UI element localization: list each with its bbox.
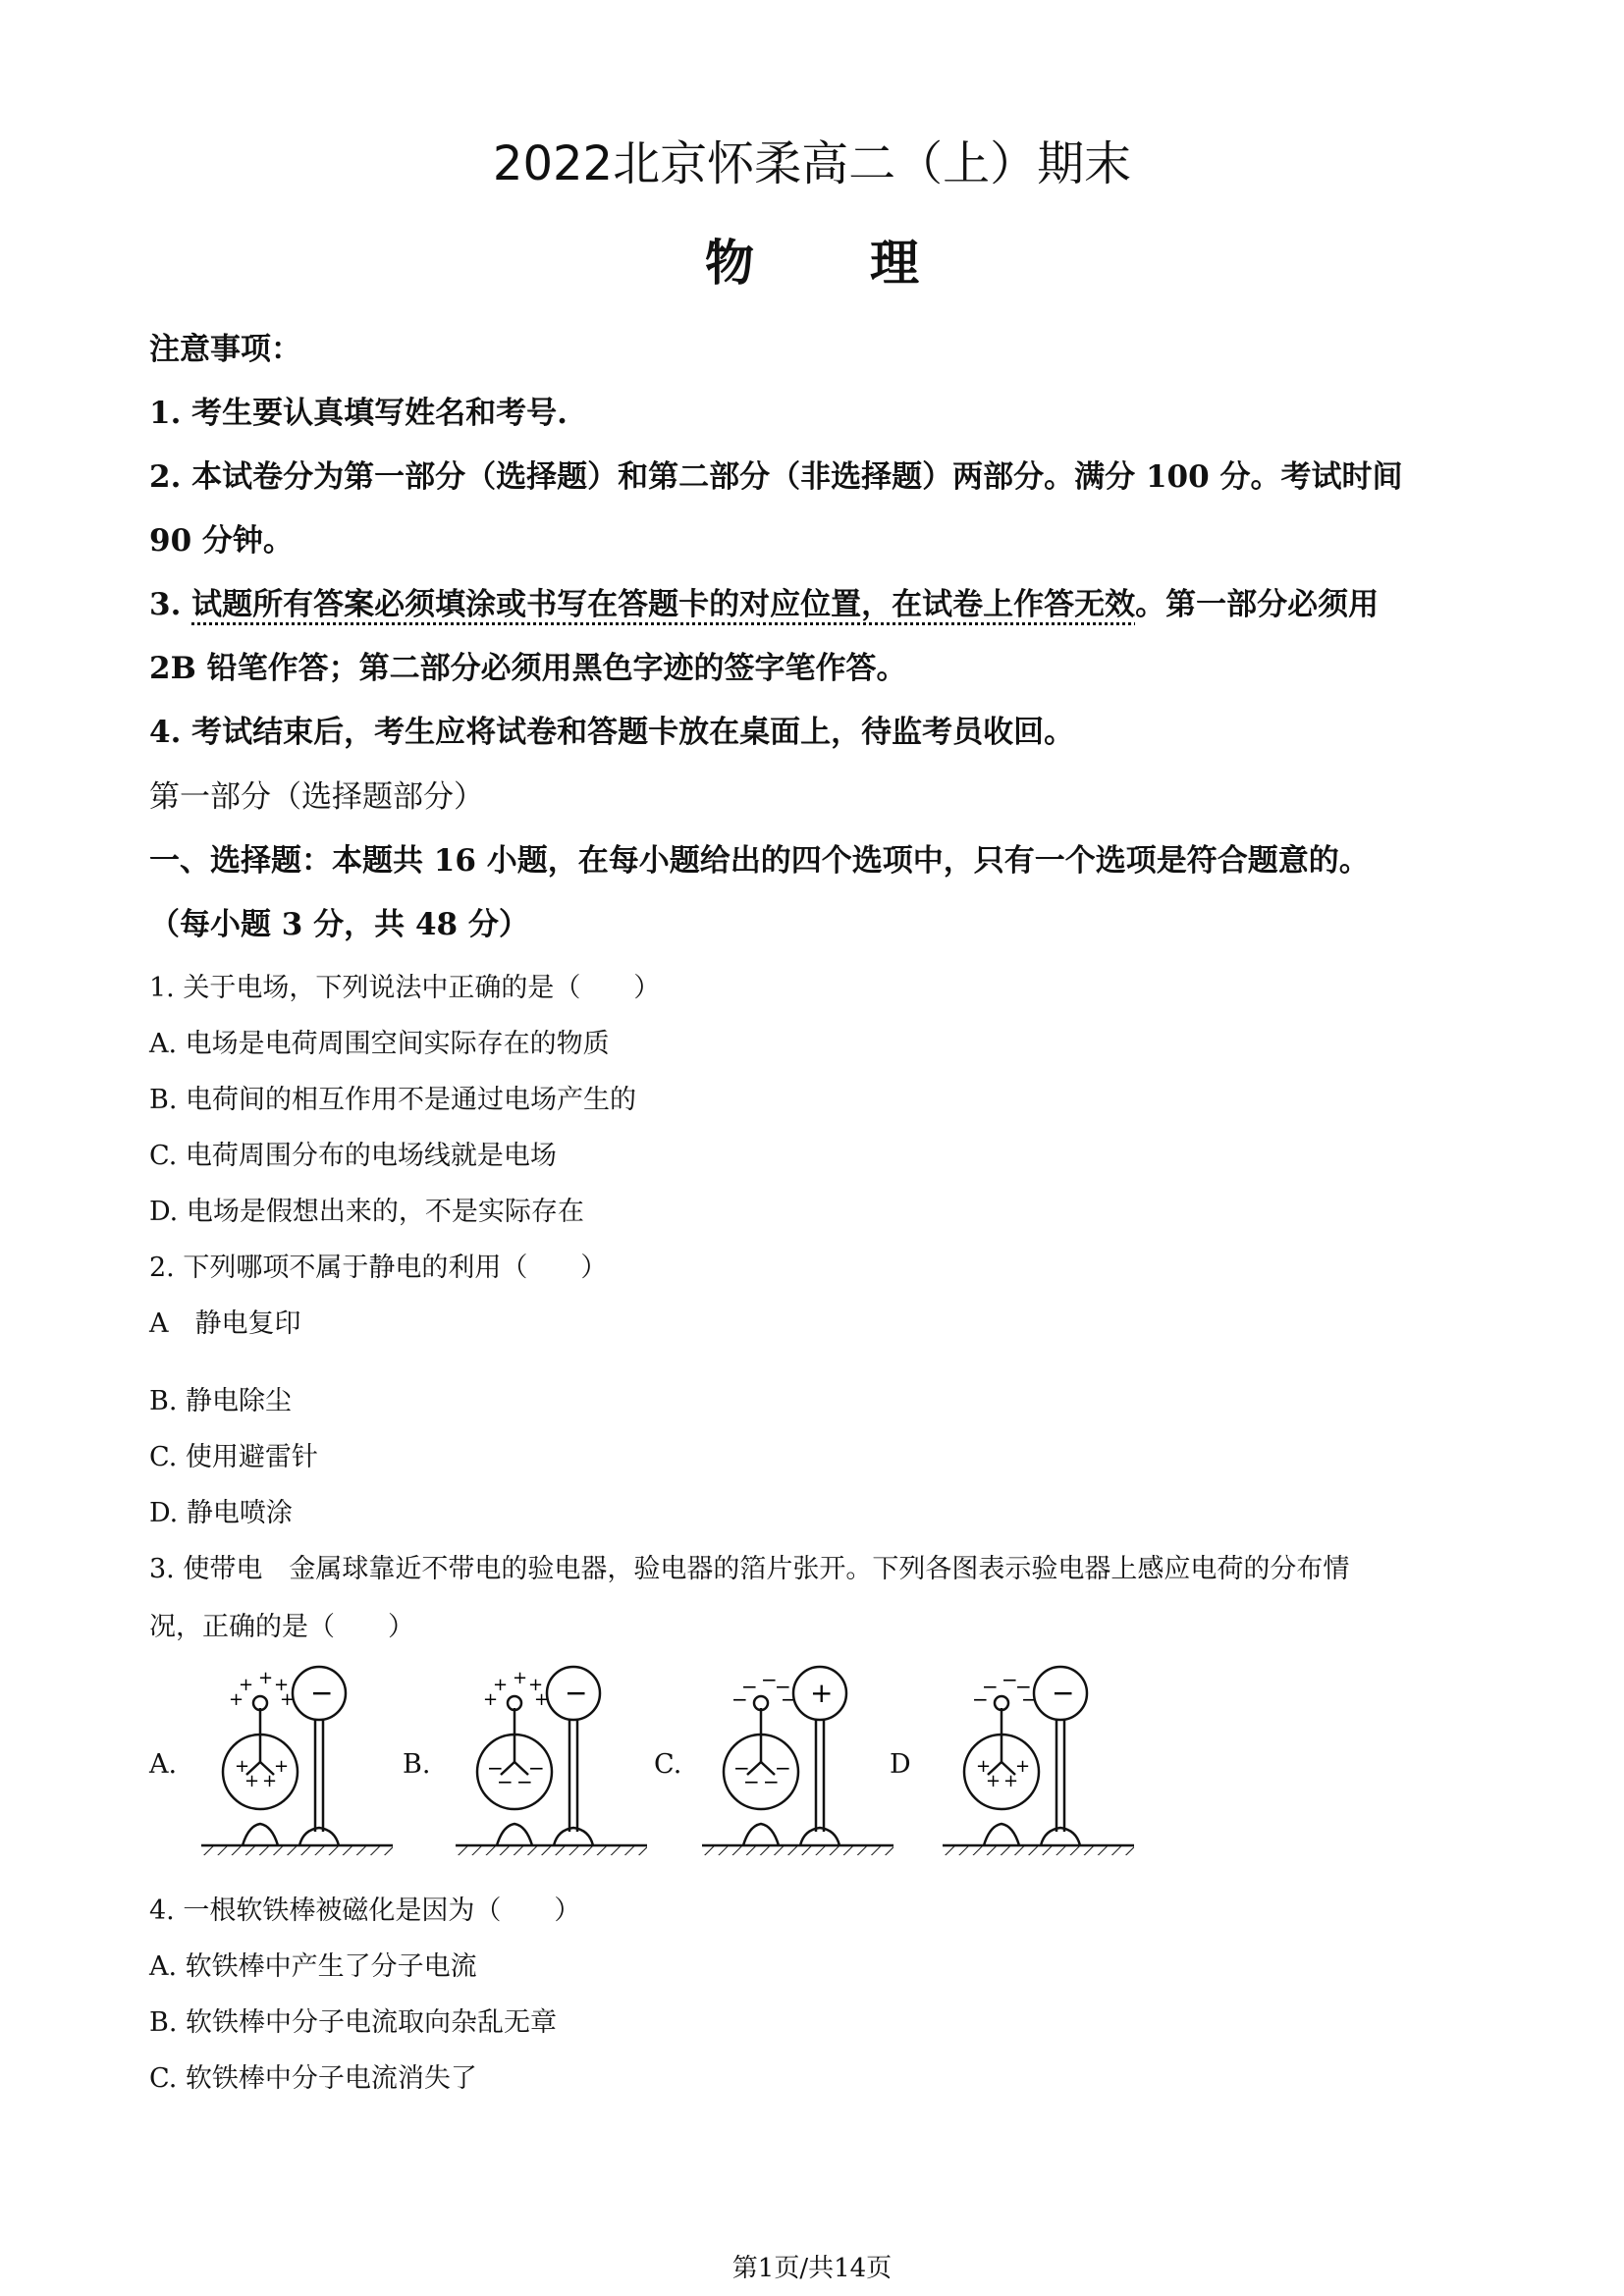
q1-option-d: D. 电场是假想出来的，不是实际存在 — [149, 1197, 584, 1227]
q2-option-a: A 静电复印 — [149, 1308, 301, 1339]
q2-option-d: D. 静电喷涂 — [149, 1498, 293, 1528]
svg-text:+: + — [1003, 1771, 1019, 1791]
svg-text:−: − — [775, 1756, 791, 1780]
q3-figures — [0, 1649, 1624, 1865]
q2-option-c: C. 使用避雷针 — [149, 1442, 318, 1472]
q1-stem: 1. 关于电场，下列说法中正确的是（ ） — [149, 973, 661, 1003]
svg-text:−: − — [775, 1675, 791, 1698]
svg-text:−: − — [743, 1770, 760, 1793]
q3-figure-label-a: A. — [149, 1749, 178, 1780]
q1-option-c: C. 电荷周围分布的电场线就是电场 — [149, 1141, 557, 1171]
svg-text:−: − — [1015, 1675, 1032, 1698]
part1-heading: 第一部分（选择题部分） — [149, 779, 484, 815]
q3-figure-label-c: C. — [654, 1749, 682, 1780]
svg-text:+: + — [244, 1771, 260, 1791]
notice-item-3-suffix: 。第一部分必须用 — [1135, 587, 1380, 622]
q3-figure-label-d: D — [890, 1749, 911, 1780]
q3-stem-line2: 况，正确的是（ ） — [149, 1612, 414, 1642]
section-heading-line1: 一、选择题：本题共 16 小题，在每小题给出的四个选项中，只有一个选项是符合题意的。 — [149, 843, 1370, 879]
svg-text:−: − — [516, 1770, 533, 1793]
svg-text:−: − — [982, 1675, 999, 1698]
electroscope-figure-d — [943, 1667, 1134, 1855]
svg-text:−: − — [528, 1756, 545, 1780]
svg-text:+: + — [1015, 1756, 1031, 1777]
svg-text:−: − — [741, 1675, 758, 1698]
q4-option-b: B. 软铁棒中分子电流取向杂乱无章 — [149, 2007, 558, 2038]
q1-option-b: B. 电荷间的相互作用不是通过电场产生的 — [149, 1085, 637, 1115]
charged-ball-sign-d: − — [1052, 1677, 1075, 1709]
svg-text:+: + — [274, 1756, 290, 1777]
svg-text:−: − — [733, 1756, 750, 1780]
svg-text:−: − — [487, 1756, 504, 1780]
svg-text:−: − — [972, 1687, 989, 1711]
section-heading-line2: （每小题 3 分，共 48 分） — [149, 907, 529, 942]
svg-text:−: − — [1021, 1687, 1038, 1711]
notice-item-3-prefix: 3. — [149, 587, 192, 622]
q2-option-b: B. 静电除尘 — [149, 1386, 293, 1416]
q4-stem: 4. 一根软铁棒被磁化是因为（ ） — [149, 1896, 581, 1926]
q2-stem: 2. 下列哪项不属于静电的利用（ ） — [149, 1253, 608, 1283]
page-number: 第1页/共14页 — [731, 2254, 893, 2283]
subject-title — [0, 224, 1624, 294]
svg-text:−: − — [781, 1687, 797, 1711]
svg-text:+: + — [976, 1756, 992, 1777]
svg-text:+: + — [483, 1689, 499, 1710]
svg-text:+: + — [493, 1675, 509, 1695]
svg-text:−: − — [731, 1687, 748, 1711]
q4-option-a: A. 软铁棒中产生了分子电流 — [149, 1951, 477, 1982]
notice-item-2-line2: 90 分钟。 — [149, 523, 294, 559]
notice-item-3-emphasis: 试题所有答案必须填涂或书写在答题卡的对应位置，在试卷上作答无效 — [191, 587, 1136, 622]
svg-text:−: − — [1001, 1668, 1018, 1691]
notice-heading: 注意事项： — [149, 332, 301, 367]
charged-ball-sign-c: + — [810, 1677, 834, 1709]
q4-option-c: C. 软铁棒中分子电流消失了 — [149, 2063, 477, 2094]
svg-text:+: + — [280, 1689, 296, 1710]
svg-text:+: + — [262, 1771, 278, 1791]
svg-text:+: + — [258, 1668, 274, 1688]
notice-item-4: 4. 考试结束后，考生应将试卷和答题卡放在桌面上，待监考员收回。 — [149, 715, 1075, 750]
svg-text:+: + — [528, 1675, 544, 1695]
q3-figure-label-b: B. — [403, 1749, 431, 1780]
notice-item-1: 1. 考生要认真填写姓名和考号. — [149, 396, 568, 431]
svg-text:−: − — [761, 1668, 778, 1691]
charged-ball-sign-b: − — [565, 1677, 588, 1709]
q1-option-a: A. 电场是电荷周围空间实际存在的物质 — [149, 1029, 610, 1059]
svg-text:+: + — [986, 1771, 1001, 1791]
svg-text:−: − — [497, 1770, 514, 1793]
svg-text:+: + — [235, 1756, 250, 1777]
subject-char-2: 理 — [870, 234, 919, 292]
electroscope-figure-a — [201, 1667, 393, 1855]
q3-stem-line1: 3. 使带电 金属球靠近不带电的验电器，验电器的箔片张开。下列各图表示验电器上感应电荷的分布情 — [149, 1554, 1350, 1584]
page-title: 2022北京怀柔高二（上）期末 — [492, 136, 1132, 191]
notice-item-3-line2: 2B 铅笔作答；第二部分必须用黑色字迹的签字笔作答。 — [149, 651, 907, 686]
electroscope-figure-c — [702, 1667, 893, 1855]
subject-char-1: 物 — [705, 234, 754, 292]
svg-text:+: + — [239, 1675, 254, 1695]
electroscope-figure-b — [456, 1667, 647, 1855]
notice-item-3-line1 — [149, 579, 1379, 623]
svg-text:+: + — [274, 1675, 290, 1695]
svg-text:+: + — [513, 1668, 528, 1688]
notice-item-2-line1: 2. 本试卷分为第一部分（选择题）和第二部分（非选择题）两部分。满分 100 分。考试时间 — [149, 459, 1403, 495]
svg-text:−: − — [763, 1770, 780, 1793]
charged-ball-sign-a: − — [310, 1677, 334, 1709]
svg-text:+: + — [229, 1689, 244, 1710]
svg-text:+: + — [534, 1689, 550, 1710]
